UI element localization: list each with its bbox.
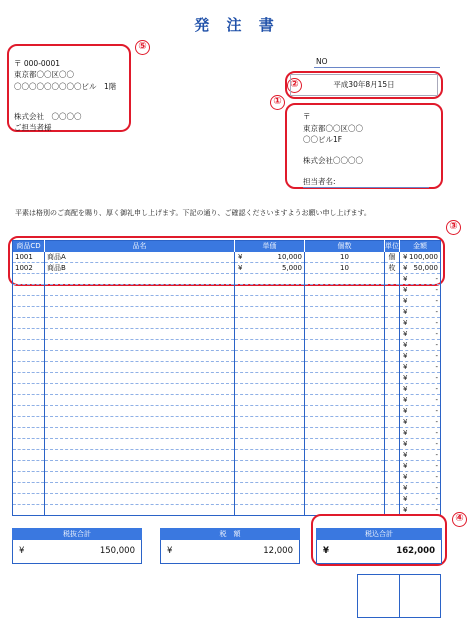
table-row-empty — [13, 339, 441, 350]
cell-qty — [305, 383, 385, 394]
cell-amount — [400, 471, 441, 482]
price-value: 5,000 — [281, 263, 302, 272]
marker-4: ④ — [452, 512, 467, 527]
cell-unit — [385, 284, 400, 295]
cell-unit — [385, 339, 400, 350]
table-row-empty — [13, 383, 441, 394]
cell-unit — [385, 350, 400, 361]
cell-qty — [305, 317, 385, 328]
price-value: 10,000 — [277, 252, 302, 261]
cell-price — [235, 262, 305, 273]
cell-amount — [400, 383, 441, 394]
recipient-address1: 東京都〇〇区〇〇 — [303, 124, 363, 133]
cell-unit — [385, 493, 400, 504]
cell-code — [13, 361, 45, 372]
tax-label: 税 額 — [160, 528, 300, 540]
yen-sign: ¥ — [403, 494, 408, 503]
cell-price — [235, 328, 305, 339]
cell-price — [235, 372, 305, 383]
cell-code — [13, 504, 45, 515]
cell-code — [13, 438, 45, 449]
sender-postal: 〒 000-0001 — [14, 59, 60, 68]
table-row-empty — [13, 284, 441, 295]
cell-amount — [400, 449, 441, 460]
amount-dash: - — [435, 329, 438, 338]
yen-sign: ¥ — [403, 252, 408, 261]
table-row-empty — [13, 306, 441, 317]
table-row-empty — [13, 295, 441, 306]
order-date: 平成30年8月15日 — [290, 74, 438, 96]
table-row-empty — [13, 460, 441, 471]
table-header-row — [13, 241, 441, 252]
cell-qty — [305, 405, 385, 416]
amount-dash: - — [435, 494, 438, 503]
grand-total-label: 税込合計 — [316, 528, 442, 540]
stamp-box — [357, 574, 441, 618]
amount-dash: - — [435, 417, 438, 426]
cell-qty — [305, 449, 385, 460]
cell-amount — [400, 460, 441, 471]
cell-price — [235, 416, 305, 427]
yen-sign: ¥ — [403, 373, 408, 382]
total-subtotal — [12, 528, 142, 564]
yen-sign: ¥ — [403, 329, 408, 338]
cell-name — [45, 383, 235, 394]
cell-price — [235, 493, 305, 504]
cell-qty — [305, 438, 385, 449]
cell-price — [235, 306, 305, 317]
table-row-empty — [13, 427, 441, 438]
yen-sign: ¥ — [403, 395, 408, 404]
cell-qty: 10 — [305, 252, 385, 263]
cell-name — [45, 493, 235, 504]
cell-qty — [305, 493, 385, 504]
cell-amount — [400, 482, 441, 493]
cell-amount — [400, 317, 441, 328]
cell-unit: 個 — [385, 252, 400, 263]
cell-name — [45, 328, 235, 339]
cell-code — [13, 295, 45, 306]
header-code: 商品CD — [13, 241, 45, 252]
cell-qty — [305, 471, 385, 482]
yen-sign: ¥ — [403, 296, 408, 305]
total-tax — [160, 528, 300, 564]
cell-qty — [305, 328, 385, 339]
cell-name: 商品B — [45, 262, 235, 273]
cell-name — [45, 339, 235, 350]
amount-dash: - — [435, 461, 438, 470]
cell-price — [235, 504, 305, 515]
recipient-company: 株式会社〇〇〇〇 — [303, 156, 363, 165]
cell-amount — [400, 350, 441, 361]
yen-sign: ¥ — [403, 428, 408, 437]
amount-dash: - — [435, 340, 438, 349]
page-title: 発 注 書 — [194, 16, 280, 34]
cell-price — [235, 394, 305, 405]
cell-code — [13, 460, 45, 471]
cell-name — [45, 405, 235, 416]
cell-price — [235, 284, 305, 295]
cell-qty — [305, 295, 385, 306]
cell-unit — [385, 372, 400, 383]
cell-qty — [305, 273, 385, 284]
cell-code — [13, 372, 45, 383]
amount-dash: - — [435, 296, 438, 305]
amount-dash: - — [435, 406, 438, 415]
amount-dash: - — [435, 362, 438, 371]
yen-sign: ¥ — [323, 546, 329, 556]
cell-code — [13, 339, 45, 350]
cell-unit — [385, 383, 400, 394]
subtotal-label: 税抜合計 — [12, 528, 142, 540]
grand-total-value: 162,000 — [396, 546, 435, 556]
amount-value: 100,000 — [409, 252, 438, 261]
cell-code: 1001 — [13, 252, 45, 263]
yen-sign: ¥ — [403, 461, 408, 470]
cell-name — [45, 361, 235, 372]
yen-sign: ¥ — [19, 546, 25, 556]
cell-unit — [385, 328, 400, 339]
table-row-empty — [13, 449, 441, 460]
amount-dash: - — [435, 318, 438, 327]
cell-price — [235, 438, 305, 449]
sender-person: ご担当者様 — [14, 123, 52, 132]
stamp-cell-right — [398, 575, 440, 617]
cell-name — [45, 394, 235, 405]
amount-dash: - — [435, 274, 438, 283]
sender-company: 株式会社 〇〇〇〇 — [14, 112, 82, 121]
header-unit: 単位 — [385, 242, 399, 251]
cell-unit — [385, 416, 400, 427]
yen-sign: ¥ — [167, 546, 173, 556]
yen-sign: ¥ — [403, 439, 408, 448]
cell-price — [235, 449, 305, 460]
cell-price — [235, 350, 305, 361]
cell-name — [45, 372, 235, 383]
table-row-empty — [13, 273, 441, 284]
table-row — [13, 262, 441, 273]
table-row — [13, 252, 441, 263]
header-qty: 個数 — [305, 241, 385, 252]
yen-sign: ¥ — [238, 263, 243, 272]
marker-2: ② — [287, 78, 302, 93]
table-row-empty — [13, 317, 441, 328]
cell-price — [235, 427, 305, 438]
cell-name — [45, 317, 235, 328]
cell-name — [45, 306, 235, 317]
cell-unit — [385, 317, 400, 328]
cell-code — [13, 493, 45, 504]
cell-qty — [305, 284, 385, 295]
marker-1: ① — [270, 95, 285, 110]
cell-price — [235, 471, 305, 482]
cell-qty: 10 — [305, 262, 385, 273]
cell-name — [45, 350, 235, 361]
cell-code — [13, 317, 45, 328]
table-row-empty — [13, 493, 441, 504]
cell-code — [13, 284, 45, 295]
cell-code — [13, 350, 45, 361]
cell-code — [13, 427, 45, 438]
tax-box — [160, 540, 300, 564]
recipient-person: 担当者名: — [303, 176, 429, 188]
cell-code — [13, 306, 45, 317]
header-price: 単価 — [235, 241, 305, 252]
cell-price — [235, 460, 305, 471]
cell-unit: 枚 — [385, 262, 400, 273]
cell-unit — [385, 405, 400, 416]
table-row-empty — [13, 471, 441, 482]
cell-unit — [385, 295, 400, 306]
cell-amount — [400, 361, 441, 372]
table-row-empty — [13, 372, 441, 383]
cell-unit — [385, 449, 400, 460]
yen-sign: ¥ — [403, 362, 408, 371]
subtotal-box — [12, 540, 142, 564]
cell-unit — [385, 273, 400, 284]
cell-price — [235, 252, 305, 263]
cell-price — [235, 405, 305, 416]
cell-unit — [385, 438, 400, 449]
cell-code — [13, 416, 45, 427]
cell-code: 1002 — [13, 262, 45, 273]
cell-amount — [400, 405, 441, 416]
yen-sign: ¥ — [403, 417, 408, 426]
header-name: 品名 — [45, 241, 235, 252]
greeting-text: 平素は格別のご高配を賜り、厚く御礼申し上げます。下記の通り、ご確認くださいますようお願い申し上げます。 — [15, 209, 371, 217]
cell-amount — [400, 427, 441, 438]
items-table — [12, 240, 441, 516]
table-row-empty — [13, 361, 441, 372]
order-number: NO — [314, 57, 440, 68]
yen-sign: ¥ — [403, 318, 408, 327]
cell-name — [45, 438, 235, 449]
cell-name — [45, 284, 235, 295]
cell-price — [235, 339, 305, 350]
header-amount: 金額 — [400, 241, 441, 252]
amount-dash: - — [435, 439, 438, 448]
cell-price — [235, 295, 305, 306]
cell-unit — [385, 482, 400, 493]
cell-amount — [400, 328, 441, 339]
cell-code — [13, 273, 45, 284]
cell-price — [235, 317, 305, 328]
amount-dash: - — [435, 373, 438, 382]
cell-unit — [385, 427, 400, 438]
cell-code — [13, 394, 45, 405]
table-row-empty — [13, 328, 441, 339]
amount-dash: - — [435, 395, 438, 404]
cell-amount — [400, 284, 441, 295]
table-row-empty — [13, 350, 441, 361]
cell-amount — [400, 306, 441, 317]
cell-code — [13, 471, 45, 482]
cell-qty — [305, 416, 385, 427]
yen-sign: ¥ — [403, 472, 408, 481]
amount-dash: - — [435, 483, 438, 492]
cell-qty — [305, 350, 385, 361]
yen-sign: ¥ — [403, 505, 408, 514]
cell-qty — [305, 394, 385, 405]
marker-5: ⑤ — [135, 40, 150, 55]
cell-name — [45, 471, 235, 482]
cell-amount — [400, 416, 441, 427]
cell-unit — [385, 394, 400, 405]
cell-code — [13, 482, 45, 493]
amount-dash: - — [435, 450, 438, 459]
cell-name — [45, 504, 235, 515]
subtotal-value: 150,000 — [99, 546, 135, 556]
cell-amount — [400, 252, 441, 263]
yen-sign: ¥ — [238, 252, 243, 261]
cell-code — [13, 449, 45, 460]
amount-dash: - — [435, 351, 438, 360]
cell-amount — [400, 295, 441, 306]
cell-price — [235, 361, 305, 372]
cell-code — [13, 405, 45, 416]
yen-sign: ¥ — [403, 483, 408, 492]
cell-unit — [385, 471, 400, 482]
cell-qty — [305, 339, 385, 350]
cell-qty — [305, 361, 385, 372]
cell-unit — [385, 460, 400, 471]
table-row-empty — [13, 394, 441, 405]
total-grand — [316, 528, 442, 564]
table-row-empty — [13, 438, 441, 449]
yen-sign: ¥ — [403, 340, 408, 349]
cell-price — [235, 383, 305, 394]
recipient-address2: 〇〇ビル1F — [303, 135, 343, 144]
yen-sign: ¥ — [403, 307, 408, 316]
recipient-postal: 〒 — [303, 112, 311, 121]
amount-dash: - — [435, 285, 438, 294]
cell-name — [45, 427, 235, 438]
cell-name — [45, 449, 235, 460]
cell-amount — [400, 438, 441, 449]
yen-sign: ¥ — [403, 450, 408, 459]
yen-sign: ¥ — [403, 406, 408, 415]
sender-address1: 東京都〇〇区〇〇 — [14, 70, 74, 79]
cell-qty — [305, 306, 385, 317]
cell-unit — [385, 306, 400, 317]
cell-price — [235, 482, 305, 493]
table-row-empty — [13, 416, 441, 427]
cell-code — [13, 383, 45, 394]
cell-name — [45, 460, 235, 471]
cell-name — [45, 416, 235, 427]
cell-amount — [400, 262, 441, 273]
cell-amount — [400, 372, 441, 383]
stamp-cell-left — [358, 575, 400, 617]
amount-dash: - — [435, 307, 438, 316]
yen-sign: ¥ — [403, 285, 408, 294]
amount-dash: - — [435, 428, 438, 437]
cell-name — [45, 273, 235, 284]
sender-address2: 〇〇〇〇〇〇〇〇〇ビル 1階 — [14, 82, 117, 91]
cell-name: 商品A — [45, 252, 235, 263]
yen-sign: ¥ — [403, 263, 408, 272]
amount-dash: - — [435, 384, 438, 393]
amount-value: 50,000 — [413, 263, 438, 272]
table-row-empty — [13, 405, 441, 416]
cell-name — [45, 295, 235, 306]
amount-dash: - — [435, 505, 438, 514]
cell-unit — [385, 361, 400, 372]
tax-value: 12,000 — [263, 546, 293, 556]
cell-amount — [400, 273, 441, 284]
cell-code — [13, 328, 45, 339]
cell-price — [235, 273, 305, 284]
amount-dash: - — [435, 472, 438, 481]
cell-amount — [400, 394, 441, 405]
cell-qty — [305, 482, 385, 493]
grand-total-box — [316, 540, 442, 564]
cell-name — [45, 482, 235, 493]
cell-qty — [305, 460, 385, 471]
cell-amount — [400, 493, 441, 504]
yen-sign: ¥ — [403, 274, 408, 283]
cell-amount — [400, 339, 441, 350]
marker-3: ③ — [446, 220, 461, 235]
yen-sign: ¥ — [403, 351, 408, 360]
cell-qty — [305, 372, 385, 383]
yen-sign: ¥ — [403, 384, 408, 393]
cell-qty — [305, 427, 385, 438]
table-row-empty — [13, 482, 441, 493]
